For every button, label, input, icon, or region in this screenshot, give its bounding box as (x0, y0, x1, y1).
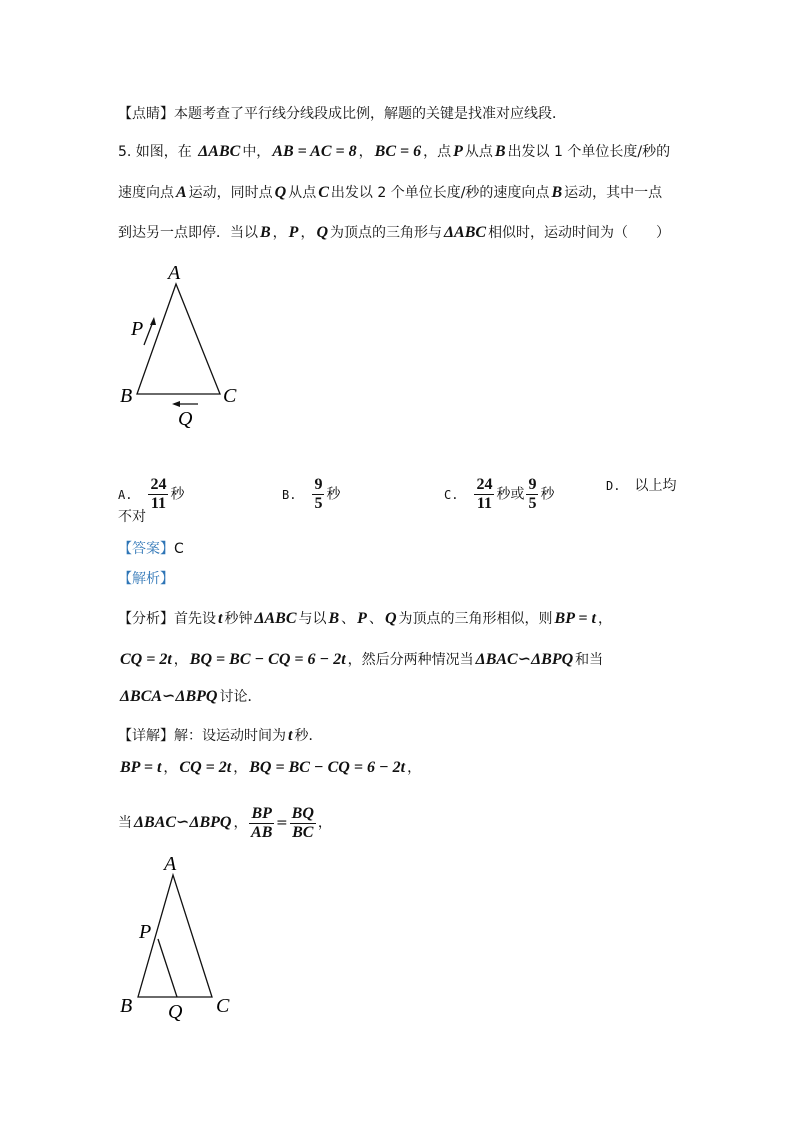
tip-line (118, 104, 566, 124)
math-expression: BC = 6 (374, 143, 422, 160)
text: ， (300, 225, 315, 241)
label-c: C (216, 995, 230, 1017)
math-expression: ΔABC (198, 143, 241, 160)
text: ， (272, 225, 287, 241)
text: 、 (368, 611, 383, 627)
text: 速度向点 (118, 185, 174, 201)
text: ， (233, 760, 248, 776)
denominator: AB (251, 823, 273, 841)
analysis-line-1 (118, 609, 612, 629)
detail-line-1 (118, 726, 322, 746)
math-expression: B (328, 610, 340, 627)
question-line-1 (118, 142, 670, 162)
math-expression: BP = t (120, 759, 162, 776)
text: 运动，同时点 (188, 185, 273, 201)
math-expression: CQ = 2t (120, 651, 172, 668)
text: C (174, 541, 184, 557)
text: ，点 (423, 144, 452, 160)
label-p: P (131, 318, 144, 340)
label-q: Q (168, 1001, 183, 1023)
math-expression: Q (274, 184, 287, 201)
math-expression: t (218, 610, 223, 627)
text: 秒钟 (224, 611, 253, 627)
text: 【点睛】本题考查了平行线分线段成比例，解题的关键是找准对应线段． (118, 106, 566, 122)
text: 从点 (464, 144, 493, 160)
math-expression: P (357, 610, 367, 627)
math-expression: P (453, 143, 463, 160)
math-expression: CQ = 2t (179, 759, 232, 776)
figure-triangle-motion (110, 255, 260, 435)
triangle-abc (137, 284, 220, 394)
label-q: Q (178, 408, 193, 430)
text: ， (317, 815, 332, 831)
denominator: BC (292, 823, 314, 841)
segment-pq (158, 939, 177, 997)
option-d-continued (118, 507, 146, 527)
analysis-line-3 (118, 687, 261, 707)
text: 与以 (298, 611, 327, 627)
text: 5. 如图，在 (118, 144, 197, 160)
analysis-heading (118, 569, 174, 589)
text: 、 (341, 611, 356, 627)
text: 出发以 2 个单位长度/秒的速度向点 (330, 185, 550, 201)
numerator: BP (251, 804, 272, 822)
label-p: P (139, 921, 152, 943)
math-expression: B (551, 184, 563, 201)
math-expression: ΔABC (444, 224, 487, 241)
question-line-2 (118, 183, 662, 203)
text: ， (407, 760, 422, 776)
label-a: A (164, 853, 177, 875)
label-b: B (120, 995, 133, 1017)
math-expression: Q (316, 224, 329, 241)
detail-line-3 (118, 803, 332, 843)
text: 【详解】解：设运动时间为 (118, 728, 286, 744)
math-expression: ΔBAC∽ΔBPQ (475, 651, 574, 668)
numerator: BQ (291, 804, 314, 822)
math-expression: Q (384, 610, 397, 627)
text: 和当 (575, 652, 604, 668)
math-fraction (249, 805, 273, 842)
math-expression: ΔBCA∽ΔBPQ (120, 688, 218, 705)
math-fraction (290, 805, 316, 842)
math-expression: C (318, 184, 329, 201)
text: ， (597, 611, 612, 627)
section-heading: 【答案】 (118, 541, 174, 557)
math-expression: BQ = BC − CQ = 6 − 2t (189, 651, 346, 668)
math-expression: t (288, 727, 293, 744)
text: 当 (118, 815, 132, 831)
text: 从点 (288, 185, 317, 201)
math-expression: AB = AC = 8 (272, 143, 357, 160)
option-b[interactable]: B. $\frac{9}{5}$ 秒 (282, 476, 341, 512)
figure-triangle-pq (110, 848, 260, 1023)
math-expression: B (494, 143, 506, 160)
math-expression: B (260, 224, 271, 241)
text: ，然后分两种情况当 (347, 652, 474, 668)
text: 运动，其中一点 (564, 185, 663, 201)
math-expression: A (176, 184, 187, 201)
section-heading: 【解析】 (118, 571, 174, 587)
text: 不对 (118, 509, 146, 525)
label-b: B (120, 385, 133, 407)
text: = (275, 815, 288, 831)
text: ， (233, 815, 248, 831)
text: 讨论． (219, 689, 262, 705)
math-expression: BP = t (554, 610, 596, 627)
label-c: C (223, 385, 237, 407)
answer-line (118, 539, 184, 559)
text: 出发以 1 个单位长度/秒的 (507, 144, 671, 160)
question-line-3 (118, 223, 670, 243)
analysis-line-2 (118, 650, 603, 670)
math-expression: ΔBAC∽ΔBPQ (134, 814, 232, 831)
text: ， (163, 760, 178, 776)
label-a: A (168, 262, 181, 284)
text: 为顶点的三角形与 (330, 225, 443, 241)
text: ， (358, 144, 373, 160)
math-expression: BQ = BC − CQ = 6 − 2t (249, 759, 406, 776)
text: 为顶点的三角形相似，则 (398, 611, 553, 627)
text: 相似时，运动时间为（ ） (488, 225, 671, 241)
option-a[interactable]: A. $\frac{24}{11}$ 秒 (118, 476, 185, 512)
text: 秒． (294, 728, 323, 744)
option-c[interactable]: C. $\frac{24}{11}$ 秒或 $\frac{9}{5}$ 秒 (444, 476, 555, 512)
detail-line-2 (118, 758, 421, 778)
text: 【分析】首先设 (118, 611, 216, 627)
math-expression: P (288, 224, 299, 241)
option-d[interactable]: D. 以上均 (606, 478, 677, 494)
text: 中， (242, 144, 271, 160)
math-expression: ΔABC (254, 610, 297, 627)
text: ， (173, 652, 188, 668)
text: 到达另一点即停．当以 (118, 225, 258, 241)
